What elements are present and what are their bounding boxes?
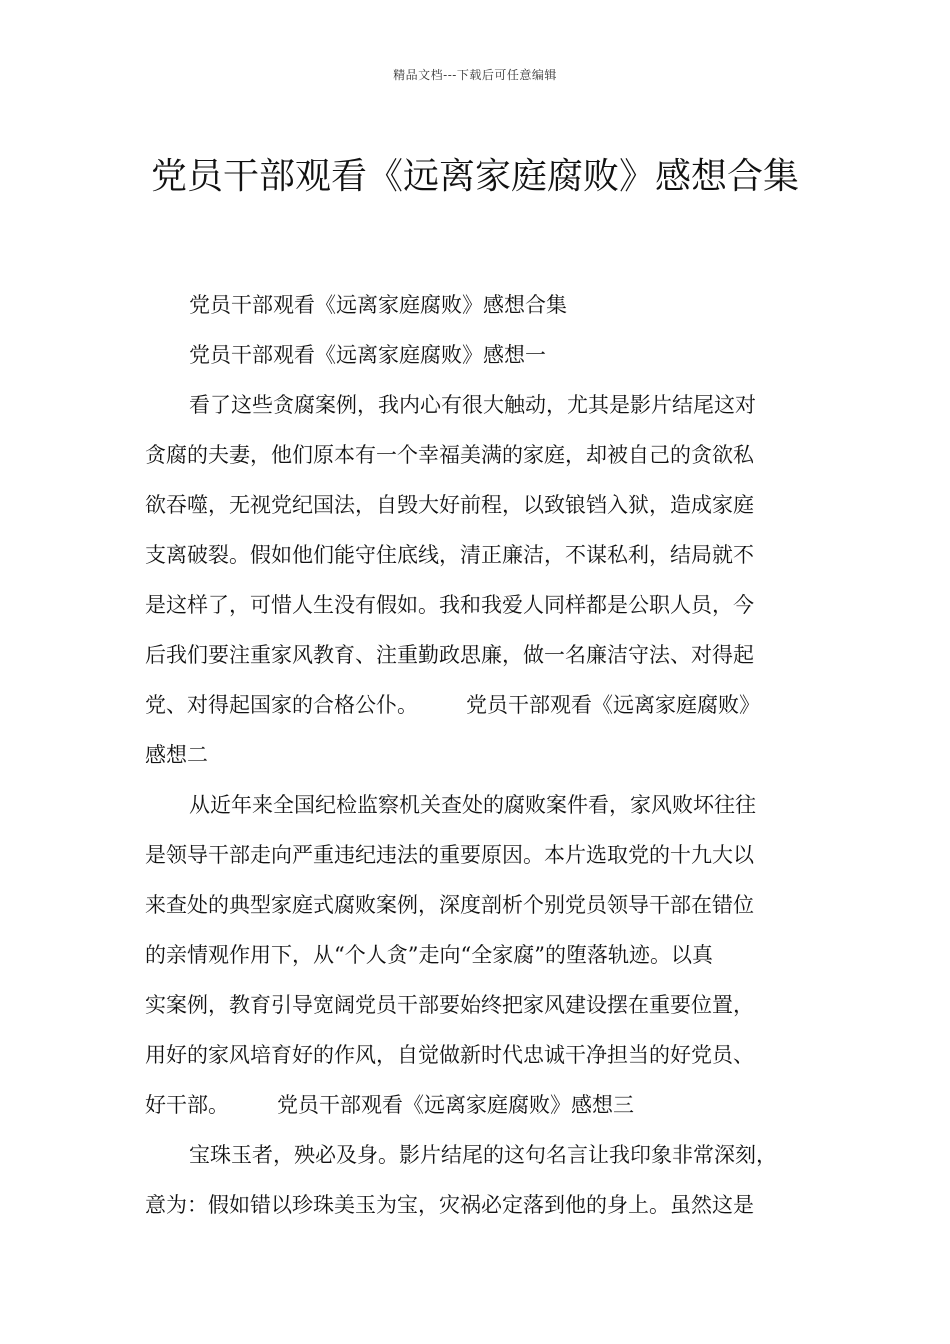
body-line-segment: 好干部。 bbox=[145, 1093, 229, 1117]
body-line-section-heading: 党员干部观看《远离家庭腐败》感想一 bbox=[189, 343, 546, 367]
body-line-mixed bbox=[145, 1080, 810, 1130]
body-line: 的亲情观作用下，从“个人贪”走向“全家腐”的堕落轨迹。以真 bbox=[145, 943, 713, 967]
document-body bbox=[145, 280, 810, 1230]
body-line: 后我们要注重家风教育、注重勤政思廉，做一名廉洁守法、对得起 bbox=[145, 643, 754, 667]
body-line: 从近年来全国纪检监察机关查处的腐败案件看，家风败坏往往 bbox=[189, 793, 756, 817]
body-line-section-heading-tail: 感想二 bbox=[145, 743, 208, 767]
body-line: 支离破裂。假如他们能守住底线，清正廉洁，不谋私利，结局就不 bbox=[145, 543, 754, 567]
section-heading-inline: 党员干部观看《远离家庭腐败》感想三 bbox=[277, 1093, 634, 1117]
body-line-segment: 党、对得起国家的合格公仆。 bbox=[145, 693, 418, 717]
body-line: 贪腐的夫妻，他们原本有一个幸福美满的家庭，却被自己的贪欲私 bbox=[145, 443, 754, 467]
body-line: 来查处的典型家庭式腐败案例，深度剖析个别党员领导干部在错位 bbox=[145, 893, 754, 917]
body-line: 用好的家风培育好的作风，自觉做新时代忠诚干净担当的好党员、 bbox=[145, 1043, 754, 1067]
document-title: 党员干部观看《远离家庭腐败》感想合集 bbox=[150, 156, 799, 198]
header-note: 精品文档---下载后可任意编辑 bbox=[393, 68, 557, 82]
body-line-mixed bbox=[145, 680, 810, 730]
body-line: 看了这些贪腐案例，我内心有很大触动，尤其是影片结尾这对 bbox=[189, 393, 756, 417]
section-heading-inline: 党员干部观看《远离家庭腐败》 bbox=[466, 693, 760, 717]
body-line-subtitle: 党员干部观看《远离家庭腐败》感想合集 bbox=[189, 293, 567, 317]
body-line: 宝珠玉者，殃必及身。影片结尾的这句名言让我印象非常深刻， bbox=[189, 1143, 777, 1167]
body-line: 是这样了，可惜人生没有假如。我和我爱人同样都是公职人员，今 bbox=[145, 593, 754, 617]
body-line: 实案例，教育引导宽阔党员干部要始终把家风建设摆在重要位置， bbox=[145, 993, 754, 1017]
body-line: 是领导干部走向严重违纪违法的重要原因。本片选取党的十九大以 bbox=[145, 843, 754, 867]
body-line: 欲吞噬，无视党纪国法，自毁大好前程，以致锒铛入狱，造成家庭 bbox=[145, 493, 754, 517]
body-line: 意为：假如错以珍珠美玉为宝，灾祸必定落到他的身上。虽然这是 bbox=[145, 1193, 754, 1217]
